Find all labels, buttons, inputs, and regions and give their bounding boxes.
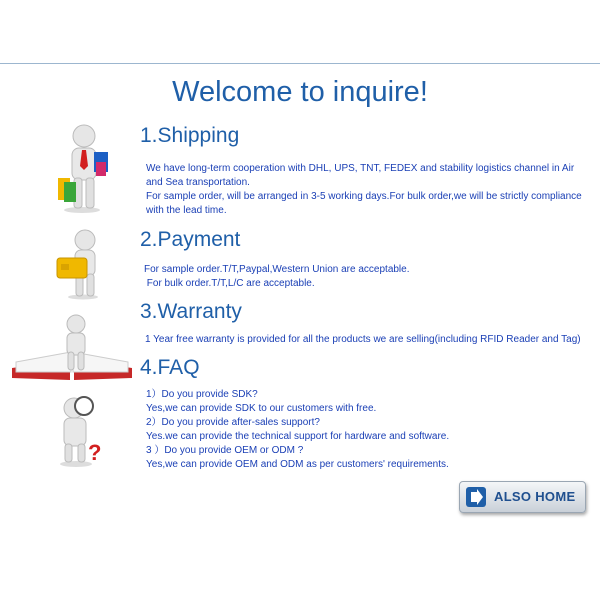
faq-question: 3 ）Do you provide OEM or ODM ?: [146, 445, 304, 456]
also-home-button[interactable]: [459, 481, 586, 513]
top-divider: [0, 63, 600, 64]
svg-text:?: ?: [88, 440, 102, 465]
faq-question: 1）Do you provide SDK?: [146, 389, 258, 400]
person-with-credit-card-icon: [55, 228, 107, 300]
text-line: 1 Year free warranty is provided for all the products we are selling(including RFID Reader and Tag): [145, 334, 581, 345]
section-title-payment: 2.Payment: [140, 228, 241, 251]
faq-answer: Yes,we can provide OEM and ODM as per customers' requirements.: [146, 459, 449, 470]
section-title-warranty: 3.Warranty: [140, 300, 242, 323]
text-line: We have long-term cooperation with DHL, UPS, TNT, FEDEX and stability logistics channel in Air: [146, 163, 575, 174]
warranty-text: [145, 333, 590, 347]
person-on-open-book-icon: [8, 312, 136, 384]
page-title: Welcome to inquire!: [172, 76, 428, 108]
text-line: and Sea transportation.: [146, 177, 250, 188]
shipping-text: [146, 162, 591, 218]
payment-text: [144, 263, 589, 291]
section-title-faq: 4.FAQ: [140, 356, 200, 379]
text-line: For sample order.T/T,Paypal,Western Union are acceptable.: [144, 264, 410, 275]
text-line: For bulk order.T/T,L/C are acceptable.: [144, 278, 315, 289]
faq-text: [146, 388, 591, 472]
faq-answer: Yes,we can provide SDK to our customers with free.: [146, 403, 377, 414]
person-with-magnifier-question-icon: [48, 392, 110, 468]
section-title-shipping: 1.Shipping: [140, 124, 240, 147]
person-with-shopping-bags-icon: [52, 122, 114, 214]
text-line: with the lead time.: [146, 205, 227, 216]
also-home-label: ALSO HOME: [494, 489, 576, 504]
arrow-right-icon: [466, 487, 486, 507]
faq-answer: Yes.we can provide the technical support for hardware and software.: [146, 431, 450, 442]
text-line: For sample order, will be arranged in 3-5 working days.For bulk order,we will be strictly compliance: [146, 191, 582, 202]
faq-question: 2）Do you provide after-sales support?: [146, 417, 320, 428]
